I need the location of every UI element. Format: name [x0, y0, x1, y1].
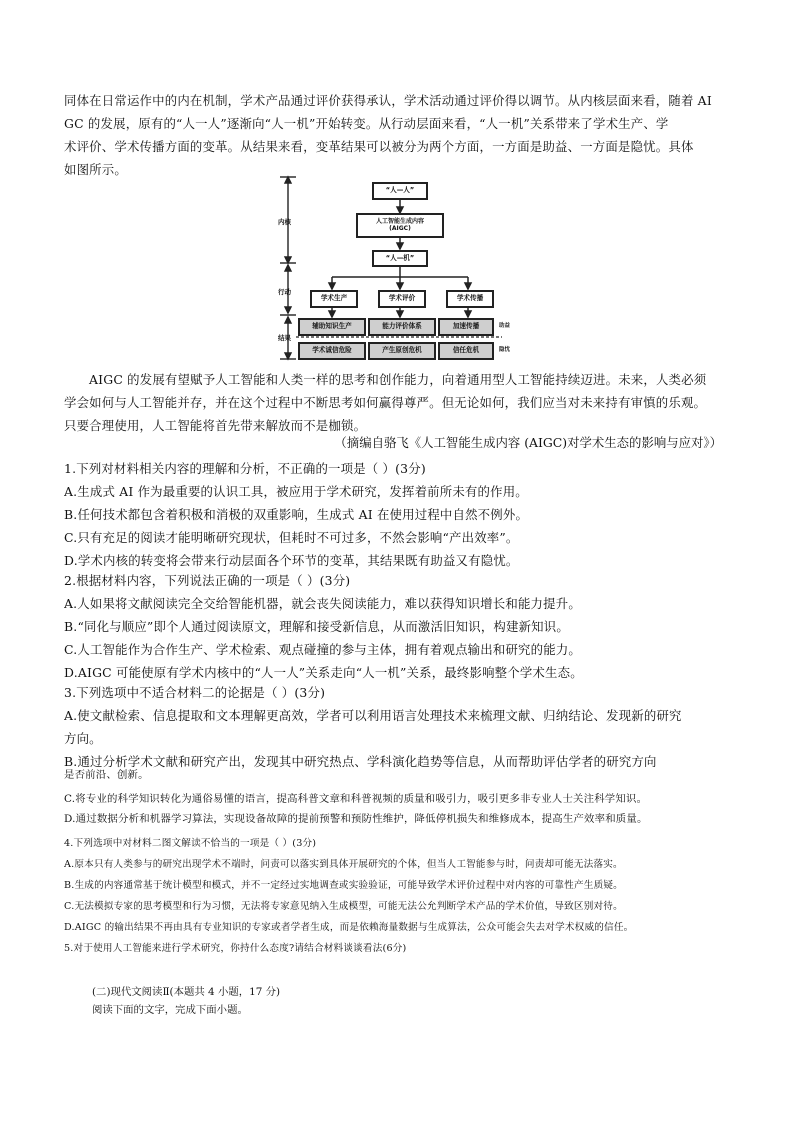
option-b: B.任何技术都包含着积极和消极的双重影响，生成式 AI 在使用过程中自然不例外。 — [64, 507, 529, 522]
source-citation: （摘编自骆飞《人工智能生成内容 (AIGC)对学术生态的影响与应对》） — [334, 435, 722, 450]
question-5-stem: 5.对于使用人工智能来进行学术研究，你持什么态度?请结合材料谈谈看法(6分) — [64, 943, 407, 954]
option-a: A.人如果将文献阅读完全交给智能机器，就会丧失阅读能力，难以获得知识增长和能力提升。 — [64, 596, 581, 611]
option-d: D.通过数据分析和机器学习算法，实现设备故障的提前预警和预防性维护，降低停机损失和维修成本，提高生产效率和质量。 — [64, 813, 648, 825]
question-2 — [64, 569, 736, 684]
question-stem: 3.下列选项中不适合材料二的论据是（ ）(3分) — [64, 685, 326, 700]
text-line: 学会如何与人工智能并存，并在这个过程中不断思考如何赢得尊严。但无论如何，我们应当对未来持有审慎的乐观。 — [64, 395, 707, 410]
concern-box-originality: 产生原创危机 — [368, 342, 436, 360]
option-c: C.将专业的科学知识转化为通俗易懂的语言，提高科普文章和科普视频的质量和吸引力，吸引更多非专业人士关注科学知识。 — [64, 793, 648, 805]
benefit-box-dissemination: 加速传播 — [438, 318, 494, 336]
option-d: D.学术内核的转变将会带来行动层面各个环节的变革，其结果既有助益又有隐忧。 — [64, 553, 519, 568]
text-line: 同体在日常运作中的内在机制，学术产品通过评价获得承认，学术活动通过评价得以调节。从内核层面来看，随着 AI — [64, 93, 712, 108]
section-2-title: (二)现代文阅读Ⅱ(本题共 4 小题，17 分) — [92, 986, 281, 998]
question-4 — [64, 833, 736, 959]
question-3 — [64, 681, 736, 773]
concern-box-integrity: 学术诚信危险 — [298, 342, 366, 360]
human-machine-box: “人—机” — [372, 250, 428, 267]
option-a-cont: 方向。 — [64, 731, 102, 746]
option-c: C.人工智能作为合作生产、学术检索、观点碰撞的参与主体，拥有着观点输出和研究的能力。 — [64, 642, 582, 657]
aigc-impact-diagram — [276, 173, 519, 361]
concern-box-trust: 信任危机 — [438, 342, 494, 360]
question-3-rest — [64, 765, 736, 829]
option-c: C.只有充足的阅读才能明晰研究现状，但耗时不可过多，不然会影响“产出效率”。 — [64, 530, 519, 545]
option-a: A.原本只有人类参与的研究出现学术不端时，问责可以落实到具体开展研究的个体，但当人工智能参与时，问责却可能无法落实。 — [64, 859, 623, 870]
human-human-box: “人—人” — [372, 182, 428, 200]
concern-label: 隐忧 — [499, 347, 511, 353]
question-stem: 4.下列选项中对材料二图文解读不恰当的一项是（ ）(3分) — [64, 838, 317, 849]
option-d: D.AIGC 的输出结果不再由具有专业知识的专家或者学者生成，而是依赖海量数据与生成算法，公众可能会失去对学术权威的信任。 — [64, 922, 634, 933]
layer-label-action: 行动 — [278, 288, 291, 296]
text-line: AIGC 的发展有望赋予人工智能和人类一样的思考和创作能力，向着通用型人工智能持续迈进。未来，人类必须 — [89, 372, 707, 387]
option-b: B.生成的内容通常基于统计模型和模式，并不一定经过实地调查或实验验证，可能导致学术评价过程中对内容的可靠性产生质疑。 — [64, 880, 623, 891]
text-line: 术评价、学术传播方面的变革。从结果来看，变革结果可以被分为两个方面，一方面是助益、一方面是隐忧。具体 — [64, 139, 694, 154]
text-line: GC 的发展，原有的“人一人”逐渐向“人一机”开始转变。从行动层面来看，“人一机”关系带来了学术生产、学 — [64, 116, 669, 131]
benefit-box-evaluation: 能力评价体系 — [368, 318, 436, 336]
option-b: B.通过分析学术文献和研究产出，发现其中研究热点、学科演化趋势等信息，从而帮助评估学者的研究方向 — [64, 754, 657, 769]
option-c: C.无法模拟专家的思考模型和行为习惯，无法将专家意见纳入生成模型，可能无法公允判断学术产品的学术价值，导致区别对待。 — [64, 901, 623, 912]
action-box-production: 学术生产 — [310, 290, 358, 308]
question-stem: 1.下列对材料相关内容的理解和分析，不正确的一项是（ ）(3分) — [64, 461, 426, 476]
question-stem: 2.根据材料内容，下列说法正确的一项是（ ）(3分) — [64, 573, 351, 588]
section-2-instruction: 阅读下面的文字，完成下面小题。 — [92, 1004, 248, 1016]
option-b: B.“同化与顺应”即个人通过阅读原文，理解和接受新信息，从而激活旧知识，构建新知识。 — [64, 619, 569, 634]
intro-paragraph — [64, 89, 736, 181]
question-1 — [64, 457, 736, 572]
text-line: 只要合理使用，人工智能将首先带来解放而不是枷锁。 — [64, 418, 367, 433]
benefit-box-production: 辅助知识生产 — [298, 318, 366, 336]
option-a: A.生成式 AI 作为最重要的认识工具，被应用于学术研究，发挥着前所未有的作用。 — [64, 484, 528, 499]
option-d: D.AIGC 可能使原有学术内核中的“人一人”关系走向“人一机”关系，最终影响整个学术生态。 — [64, 665, 583, 680]
action-box-dissemination: 学术传播 — [446, 290, 494, 308]
aigc-future-paragraph — [64, 368, 736, 437]
action-box-evaluation: 学术评价 — [378, 290, 426, 308]
aigc-box: 人工智能生成内容 (AIGC) — [356, 213, 444, 238]
text-line: 如图所示。 — [64, 162, 127, 177]
layer-label-result: 结果 — [278, 334, 291, 342]
option-a: A.使文献检索、信息提取和文本理解更高效，学者可以利用语言处理技术来梳理文献、归纳结论、发现新的研究 — [64, 708, 682, 723]
benefit-label: 助益 — [499, 323, 511, 329]
layer-label-core: 内核 — [278, 218, 291, 226]
option-b-cont: 是否前沿、创新。 — [64, 769, 149, 781]
